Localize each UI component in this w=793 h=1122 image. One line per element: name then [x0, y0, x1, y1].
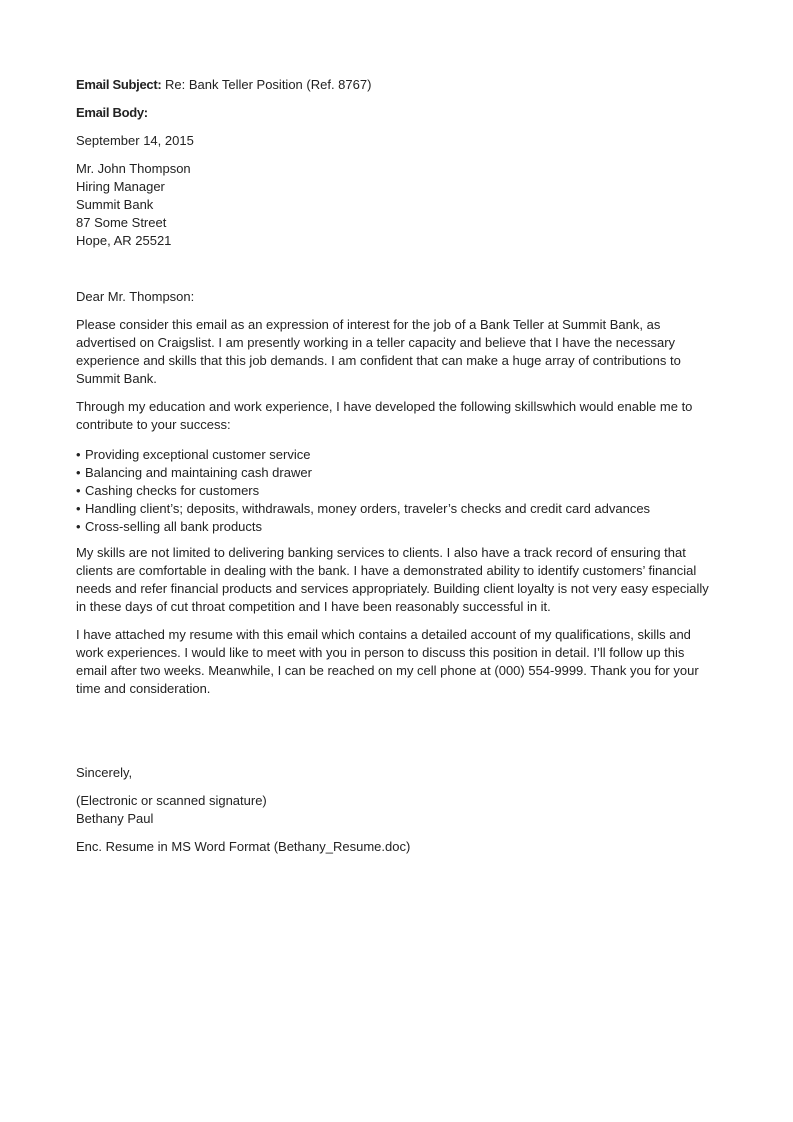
- skills-list: [76, 446, 716, 536]
- list-item: • Cross-selling all bank products: [76, 519, 263, 534]
- closing: Sincerely,: [76, 765, 133, 780]
- paragraph-resume-text: I have attached my resume with this email which contains a detailed account of my qualifications, skills and work experiences. I would like to meet with you in person to discuss this position in detail. I’ll follow up this email after two weeks. Meanwhile, I can be reached on my cell phone at (000) 554-9999. Thank you for your time and consideration.: [76, 627, 699, 696]
- list-item: • Balancing and maintaining cash drawer: [76, 465, 312, 480]
- recipient-title: Hiring Manager: [76, 179, 165, 194]
- recipient-city: Hope, AR 25521: [76, 233, 172, 248]
- sender-name: Bethany Paul: [76, 811, 154, 826]
- bullet-icon: •: [76, 483, 81, 498]
- email-body-line: Email Body:: [76, 105, 148, 120]
- enclosure-note: Enc. Resume in MS Word Format (Bethany_Resume.doc): [76, 839, 411, 854]
- signature-note: (Electronic or scanned signature): [76, 793, 267, 808]
- email-subject-line: Email Subject: Re: Bank Teller Position (Ref. 8767): [76, 77, 372, 92]
- bullet-icon: •: [76, 447, 81, 462]
- paragraph-skills-intro: [76, 398, 716, 434]
- recipient-street: 87 Some Street: [76, 215, 167, 230]
- list-item: • Handling client’s; deposits, withdrawals, money orders, traveler’s checks and credit card advances: [76, 501, 651, 516]
- bullet-icon: •: [76, 465, 81, 480]
- email-subject-label: Email Subject: [76, 77, 158, 92]
- paragraph-skills-intro-text: Through my education and work experience, I have developed the following skillswhich would enable me to contribute to your success:: [76, 399, 693, 432]
- list-item: • Cashing checks for customers: [76, 483, 260, 498]
- paragraph-interest: [76, 316, 716, 388]
- salutation: Dear Mr. Thompson:: [76, 289, 195, 304]
- recipient-name: Mr. John Thompson: [76, 161, 191, 176]
- list-item: • Providing exceptional customer service: [76, 447, 311, 462]
- recipient-company: Summit Bank: [76, 197, 154, 212]
- paragraph-client-service: [76, 544, 716, 616]
- letter-date: September 14, 2015: [76, 133, 194, 148]
- email-body-label: Email Body: [76, 105, 144, 120]
- paragraph-interest-text: Please consider this email as an expression of interest for the job of a Bank Teller at Summit Bank, as advertised on Craigslist. I am presently working in a teller capacity and believe that I have the necessary experience and skills that this job demands. I am confident that can make a huge array of contributions to Summit Bank.: [76, 317, 681, 386]
- paragraph-resume: [76, 626, 716, 698]
- bullet-icon: •: [76, 519, 81, 534]
- paragraph-client-service-text: My skills are not limited to delivering banking services to clients. I also have a track record of ensuring that clients are comfortable in dealing with the bank. I have a demonstrated ability to identify customers’ financial needs and refer financial products and services appropriately. Building client loyalty is not very easy especially in these days of cut throat competition and I have been reasonably successful in it.: [76, 545, 709, 614]
- bullet-icon: •: [76, 501, 81, 516]
- email-subject-value: Re: Bank Teller Position (Ref. 8767): [161, 77, 372, 92]
